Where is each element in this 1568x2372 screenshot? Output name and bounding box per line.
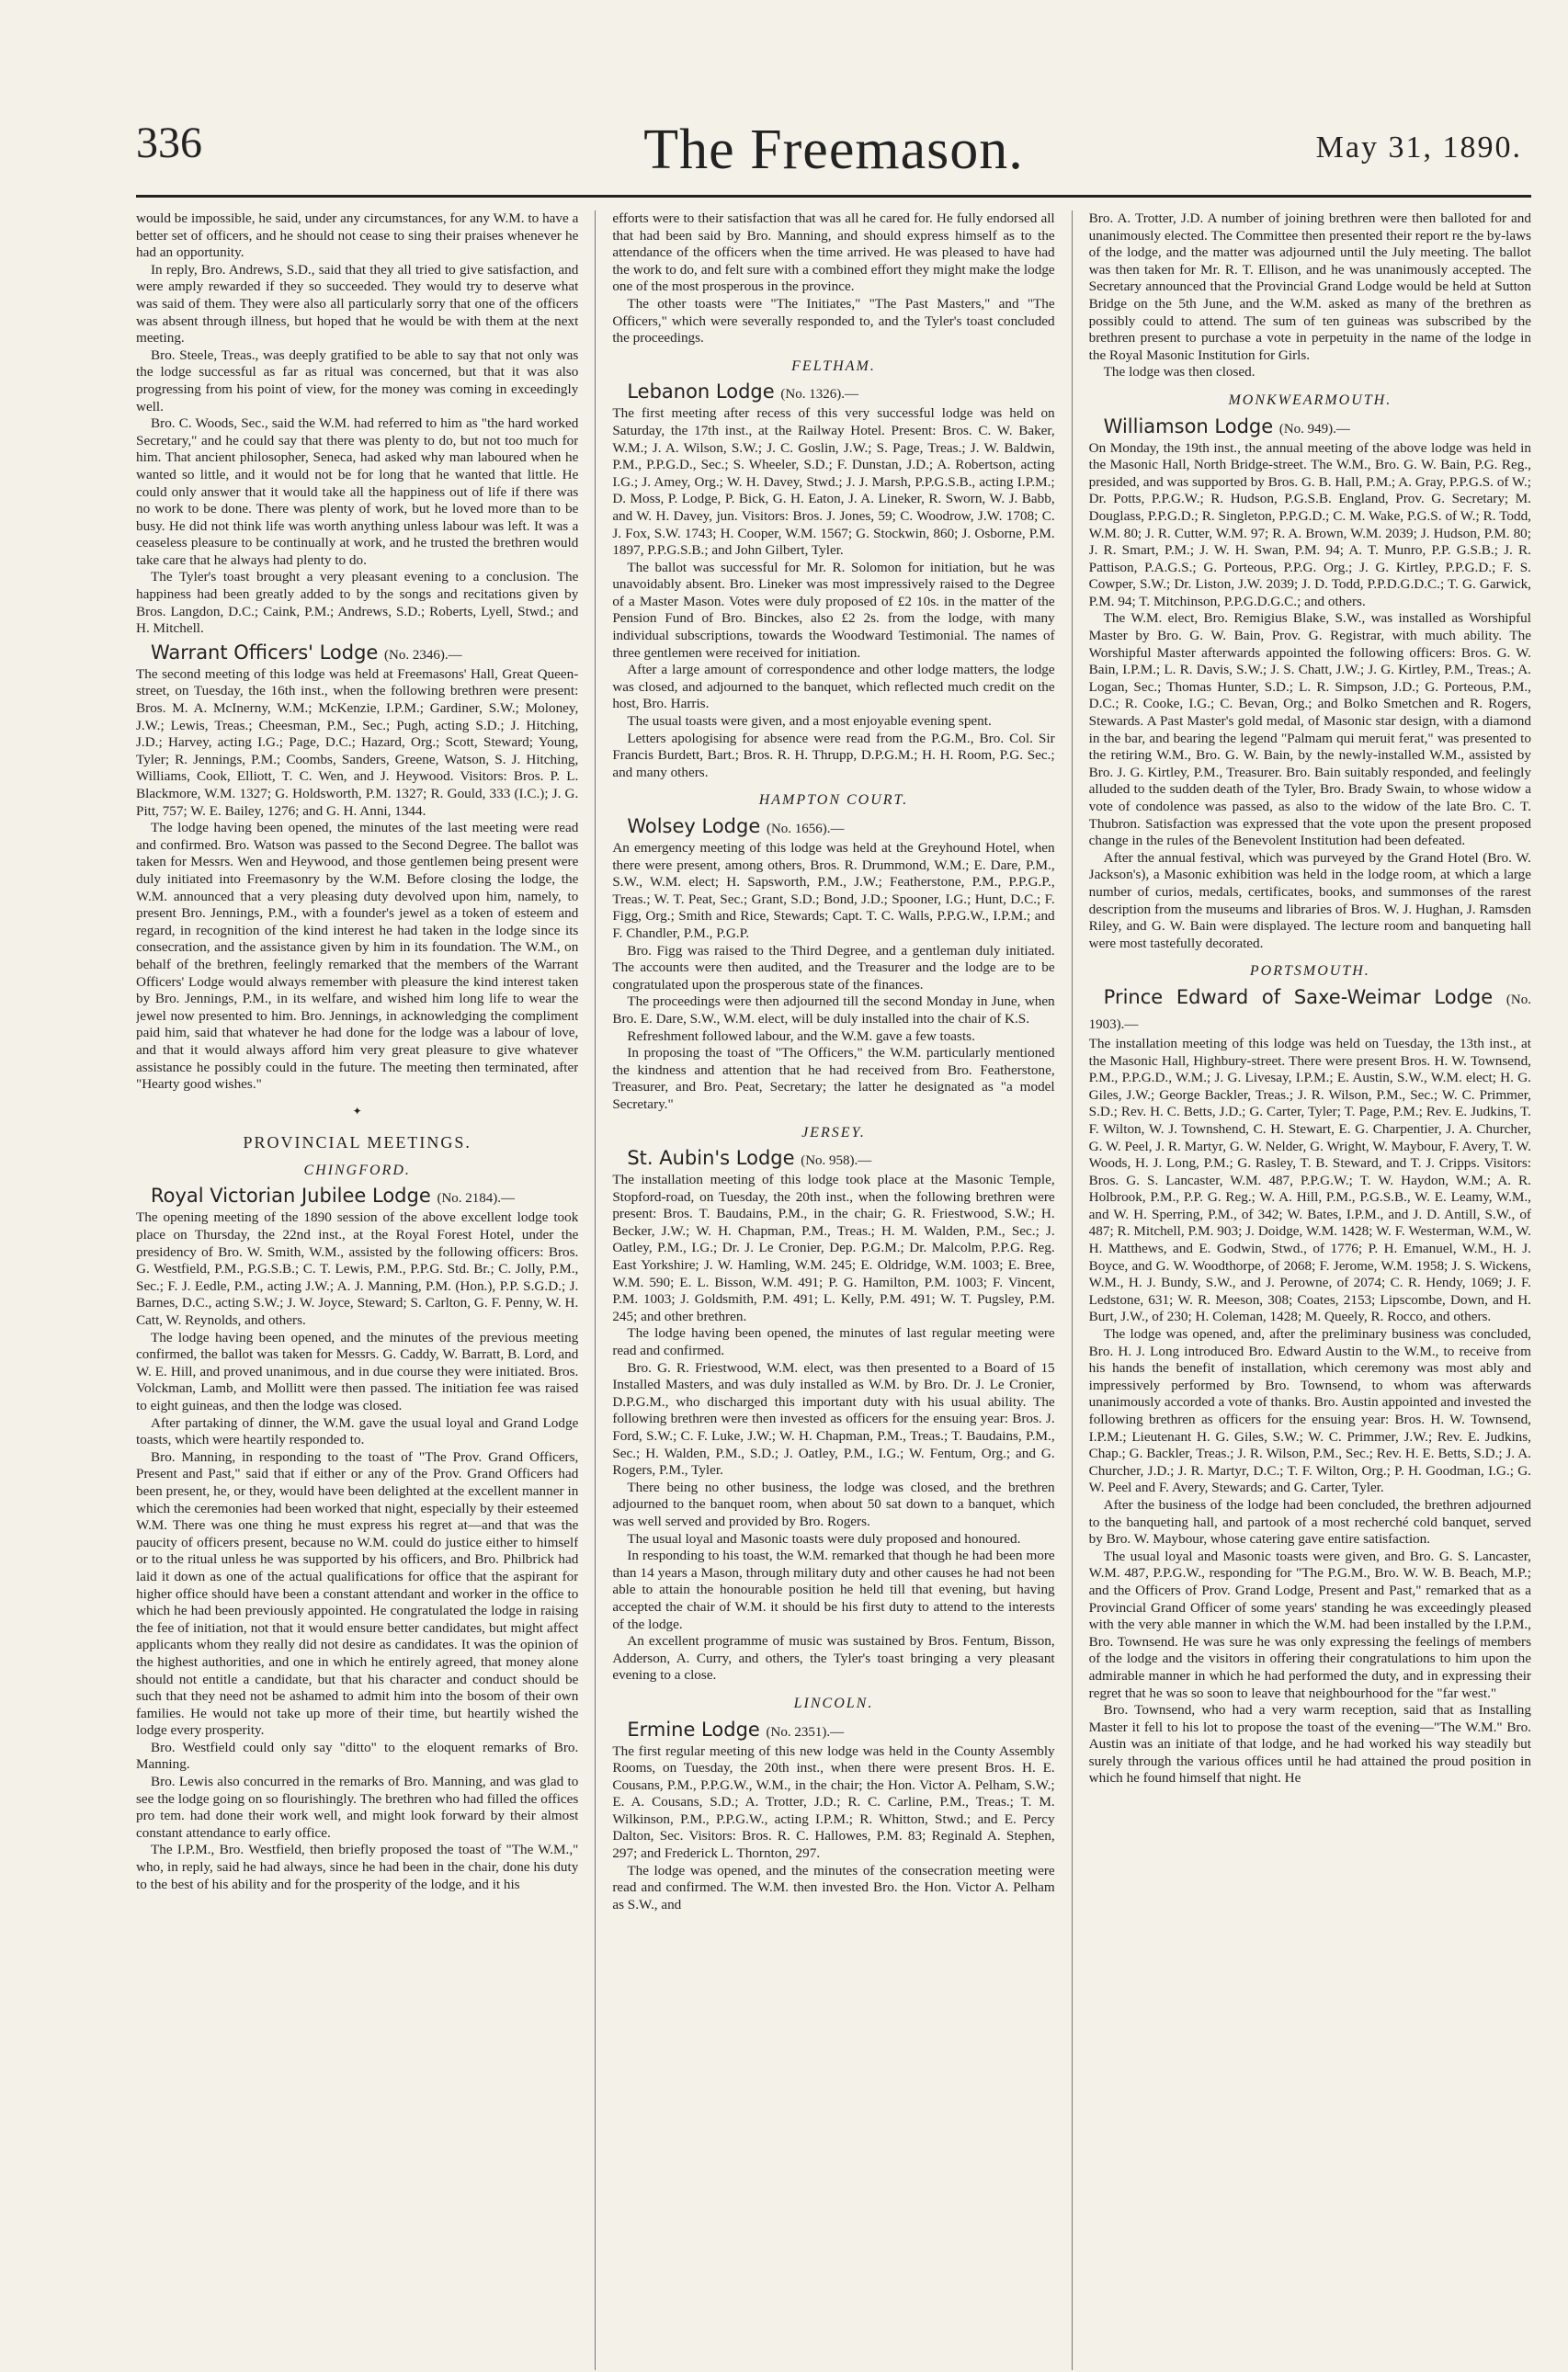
paragraph: The lodge having been opened, the minutes of the last meeting were read and confirmed. Bro. Watson was passed to the Second Degree. The ballot was taken for Messrs. Wen and Heywood, and those gentlemen being present were duly initiated into Freemasonry by the W.M. Before closing the lodge, the W.M. announced that a very pleasing duty devolved upon him, namely, to present Bro. Jennings, P.M., with a founder's jewel as a token of esteem and regard, in recognition of the kind interest he had taken in the lodge since its consecration, and the assistance given by him in its foundation. The W.M., on behalf of the brethren, feelingly remarked that the members of the Warrant Officers' Lodge would always remember with pleasure the kind interest taken by Bro. Jennings, P.M., in its welfare, and wished him long life to wear the jewel now presented to him. Bro. Jennings, in acknowledging the compliment paid him, said that whatever he had done for the lodge was a labour of love, and that it would always afford him very great pleasure to give whatever assistance he possibly could in the future. The meeting then terminated, after "Hearty good wishes." — [136, 820, 579, 1093]
paragraph: Bro. C. Woods, Sec., said the W.M. had referred to him as "the hard worked Secretary," and he could say that there was plenty to do, but not too much for him. That ancient philosopher, Seneca, had asked why man laboured when he wanted so little, and it would not be for long that he wanted that little. He could only answer that it would take all the happiness out of life if there was no work to be done. There was plenty of work, but he loved more than to be busy. He did not think life was worth anything unless labour was left. It was a ceaseless pleasure to be continually at work, and he trusted the brethren would take care that he always had plenty to do. — [136, 415, 579, 568]
column-3 — [1089, 210, 1531, 2370]
lodge-name: Lebanon Lodge — [627, 380, 775, 403]
paragraph: The lodge was then closed. — [1103, 364, 1256, 380]
column-divider — [595, 210, 596, 2370]
lodge-number: (No. 958).— — [801, 1153, 872, 1169]
columns — [136, 210, 1531, 2370]
paragraph: Letters apologising for absence were read from the P.G.M., Bro. Col. Sir Francis Burdett, Bart.; Bros. R. H. Thrupp, D.P.G.M.; H. H. Room, P.G. Sec.; and many others. — [612, 730, 1055, 780]
lodge-heading — [612, 380, 1054, 405]
paragraph: The opening meeting of the 1890 session of the above excellent lodge took place on Thursday, the 22nd inst., at the Royal Forest Hotel, under the presidency of Bro. W. Smith, W.M., assisted by the following officers: Bros. G. Westfield, P.M., P.G.S.B.; C. T. Lewis, P.M., P.P.G. Std. Br.; C. Jolly, P.M., Sec.; F. J. Eedle, P.M., acting J.W.; A. J. Manning, P.M. (Hon.), P.P. S.G.D.; J. Barnes, D.C., acting S.W.; J. W. Joyce, Steward; S. Carlton, G. F. Penny, W. H. Catt, W. Reynolds, and others. — [136, 1209, 579, 1329]
lodge-name: Ermine Lodge — [627, 1718, 760, 1741]
lodge-name: Prince Edward of Saxe-Weimar Lodge — [1103, 985, 1494, 1008]
paragraph: In responding to his toast, the W.M. remarked that though he had been more than 14 years a Mason, through military duty and other causes he had not been able to attain the honourable position he held till that evening, but having accepted the chair of W.M. it should be his first duty to attend to the interests of the lodge. — [612, 1548, 1055, 1632]
paragraph: Bro. Lewis also concurred in the remarks of Bro. Manning, and was glad to see the lodge going on so flourishingly. The brethren who had filled the offices pro tem. had done their work well, and might look forward by their almost constant attendance to early office. — [136, 1774, 579, 1841]
place-heading: HAMPTON COURT. — [758, 792, 909, 809]
masthead — [136, 118, 1531, 187]
lodge-number: (No. 2346).— — [384, 647, 462, 663]
paragraph: The lodge having been opened, the minutes of last regular meeting were read and confirmed. — [612, 1325, 1055, 1359]
paragraph: Bro. G. R. Friestwood, W.M. elect, was then presented to a Board of 15 Installed Masters, and was duly installed as W.M. by Bro. Dr. J. Le Cronier, D.P.G.M., who discharged this important duty with his usual ability. The following brethren were then invested as officers for the ensuing year: Bros. J. Ford, S.W.; C. F. Luke, J.W.; W. H. Chapman, P.M., Treas.; T. Baudains, P.M., Sec.; H. Walden, P.M., S.D.; J. Oatley, P.M., I.G.; W. Fentum, Org.; and G. Rogers, P.M., Tyler. — [612, 1359, 1055, 1479]
paragraph: After the business of the lodge had been concluded, the brethren adjourned to the banqueting hall, and partook of a most recherché cold banquet, served by Bro. W. Maybour, whose catering gave entire satisfaction. — [1088, 1496, 1531, 1548]
paragraph: The first regular meeting of this new lodge was held in the County Assembly Rooms, on Tuesday, the 20th inst., when there were present Bros. H. E. Cousans, P.M., P.P.G.W., W.M., in the chair; the Hon. Victor A. Pelham, S.W.; E. A. Cousans, S.D.; A. Trotter, J.D.; R. C. Carline, P.M., Treas.; T. M. Wilkinson, P.M., P.P.G.W., acting I.P.M.; R. Whitton, Stwd.; and E. Percy Dalton, Sec. Visitors: Bros. R. C. Hallowes, P.M. 83; Reginald A. Stephen, 297; and Frederick L. Thornton, 297. — [612, 1742, 1055, 1862]
paragraph: The lodge was opened, and, after the preliminary business was concluded, Bro. H. J. Long introduced Bro. Edward Austin to the W.M., to receive from his hands the benefit of installation, which ceremony was most ably and impressively performed by Bro. Townsend, to whom was afterwards unanimously accorded a vote of thanks. Bro. Austin appointed and invested the following brethren as officers for the ensuing year: Bros. H. W. Townsend, I.P.M.; Lieutenant H. G. Giles, S.W.; W. C. Primmer, J.W.; Rev. E. Judkins, Chap.; G. Backler, Treas.; J. R. Wilson, P.M., Sec.; Rev. H. E. Betts, S.D.; J. A. Churcher, J.D.; J. R. Martyr, D.C.; T. F. Wilton, Org.; P. H. Goodman, I.G.; G. W. Peel and F. Avery, Stewards; and G. Carter, Tyler. — [1088, 1326, 1531, 1496]
lodge-heading — [612, 1147, 1054, 1172]
lodge-name: St. Aubin's Lodge — [627, 1147, 795, 1170]
lodge-heading — [612, 1719, 1054, 1743]
lodge-heading — [136, 1185, 578, 1209]
paragraph: An excellent programme of music was sustained by Bros. Fentum, Bisson, Adderson, A. Curry, and others, the Tyler's toast bringing a very pleasant evening to a close. — [612, 1633, 1055, 1684]
column-divider — [1072, 210, 1073, 2370]
paragraph: The ballot was successful for Mr. R. Solomon for initiation, but he was unavoidably absent. Bro. Lineker was most impressively raised to the Degree of a Master Mason. Votes were duly proposed of £2 10s. in the matter of the Pension Fund of Bro. Binckes, also £2 2s. from the lodge, with many individual subscriptions, towards the Woodward Testimonial. The names of three gentlemen were received for initiation. — [612, 559, 1055, 661]
column-1 — [136, 210, 578, 2370]
paragraph: The lodge was opened, and the minutes of the consecration meeting were read and confirmed. The W.M. then invested Bro. the Hon. Victor A. Pelham as S.W., and — [612, 1862, 1055, 1912]
lodge-heading — [1089, 986, 1531, 1036]
place-heading: FELTHAM. — [791, 358, 876, 374]
paragraph: Bro. Figg was raised to the Third Degree, and a gentleman duly initiated. The accounts were then audited, and the Treasurer and the lodge are to be congratulated upon the prosperous state of the finances. — [612, 942, 1055, 993]
issue-date: May 31, 1890. — [1315, 131, 1522, 165]
paragraph: The installation meeting of this lodge was held on Tuesday, the 13th inst., at the Masonic Hall, Highbury-street. There were present Bros. H. W. Townsend, P.M., P.P.G.D., W.M.; J. G. Livesay, I.P.M.; E. Austin, S.W., W.M. elect; H. G. Giles, J.W.; George Backler, Treas.; J. R. Wilson, P.M., Sec.; W. C. Primmer, S.D.; Rev. H. C. Betts, J.D.; G. Carter, Tyler; T. Page, P.M.; Rev. E. Judkins, T. F. Wilton, W. J. Townshend, C. H. Stewart, E. G. Charpentier, J. A. Churcher, G. W. Peel, J. R. Martyr, G. W. Nelder, G. Wright, W. Maybour, F. Avery, T. W. Woods, H. J. Long, P.M.; G. Rasley, T. B. Steward, and T. J. Cripps. Visitors: Bros. G. S. Lancaster, W.M. 487, P.P.G.W.; T. W. Haydon, W.M.; A. R. Holbrook, P.M., P.P. G. Reg.; W. A. Hill, P.M., P.G.S.B., W. E. Leamy, W.M., and W. H. Sperring, P.M., of 342; W. Bates, I.P.M., and J. D. Antill, S.W., of 487; R. Mitchell, P.M. 903; J. Doidge, W.M. 1428; W. F. Westerman, W.M., W. H. Matthews, and E. Godwin, Stwd., of 1776; P. H. Emanuel, W.M., H. J. Boyce, and G. W. Woodthorpe, of 2068; F. Jerome, W.M. 1958; J. S. Wickens, W.M., H. J. Bundy, S.W., and J. Perowne, of 2074; C. R. Hendy, 1069; J. F. Ledstone, 631; W. R. Meeson, 308; Coates, 2153; Lipscombe, Down, and H. Burt, J.W., of 230; H. Coleman, 1428; M. Queely, R. Rocco, and others. — [1088, 1035, 1531, 1325]
lodge-heading — [1089, 415, 1531, 440]
paragraph: The usual toasts were given, and a most enjoyable evening spent. — [627, 713, 992, 730]
paragraph: Bro. Townsend, who had a very warm reception, said that as Installing Master it fell to his lot to propose the toast of the evening—"The W.M." Bro. Austin was an initiate of that lodge, and he had worked his way steadily but surely through the various offices until he had attained the proud position in which he found himself that night. He — [1088, 1702, 1531, 1787]
paragraph: The I.P.M., Bro. Westfield, then briefly proposed the toast of "The W.M.," who, in reply, said he had always, since he had been in the chair, done his duty to the best of his ability and for the prosperity of the lodge, and it his — [136, 1842, 579, 1892]
paragraph: Bro. Steele, Treas., was deeply gratified to be able to say that not only was the lodge successful as far as ritual was concerned, but that it was also progressing from his point of view, for the money was coming in exceedingly well. — [136, 346, 579, 414]
paragraph: After partaking of dinner, the W.M. gave the usual loyal and Grand Lodge toasts, which were heartily responded to. — [136, 1414, 579, 1448]
place-heading: MONKWEARMOUTH. — [1228, 392, 1392, 408]
paragraph: There being no other business, the lodge was closed, and the brethren adjourned to the banquet room, when about 50 sat down to a banquet, which was well served and provided by Bro. Rogers. — [612, 1479, 1055, 1529]
paragraph: Refreshment followed labour, and the W.M. gave a few toasts. — [627, 1027, 975, 1044]
paragraph: Bro. Manning, in responding to the toast of "The Prov. Grand Officers, Present and Past," said that if either or any of the Prov. Grand Officers had been present, he, or they, would have been delighted at the excellent manner in which the ceremonies had been worked that night, especially by their esteemed W.M. There was one thing he must express his regret at—and that was the paucity of officers present, because no W.M. could do justice either to himself or to the ritual unless he was supported by his officers, and Bro. Philbrick had laid it down as one of the actual qualifications for office that the aspirant for higher office should have been a constant attendant and worker in the office to which he had been previously appointed. He congratulated the lodge in raising the fee of initiation, not that it would ensure better candidates, but might affect applicants whom they really did not desire as candidates. It was the opinion of the highest authorities, and one in which he entirely agreed, that money alone should not entitle a candidate, but that his character and conduct should be such that they need not be ashamed to admit him into the bosom of their own families. He would not take up more of their time, but heartily wished the lodge every prosperity. — [136, 1448, 579, 1739]
paragraph: would be impossible, he said, under any circumstances, for any W.M. to have a better set of officers, and he should not cease to sing their praises whenever he had an opportunity. — [136, 210, 579, 261]
paragraph: In reply, Bro. Andrews, S.D., said that they all tried to give satisfaction, and were amply rewarded if they so succeeded. They would try to deserve what was said of them. They were also all particularly sorry that one of the officers was absent through illness, but hoped that he would be with them at the next meeting. — [136, 261, 579, 346]
paragraph: After a large amount of correspondence and other lodge matters, the lodge was closed, and adjourned to the banquet, which reflected much credit on the host, Bro. Harris. — [612, 662, 1055, 712]
lodge-number: (No. 1326).— — [780, 387, 858, 403]
paragraph: The usual loyal and Masonic toasts were duly proposed and honoured. — [627, 1530, 1021, 1547]
place-heading: LINCOLN. — [793, 1695, 874, 1711]
paragraph: The W.M. elect, Bro. Remigius Blake, S.W., was installed as Worshipful Master by Bro. G. W. Bain, Prov. G. Registrar, with much ability. The Worshipful Master afterwards appointed the following officers: Bros. G. W. Bain, I.P.M.; L. R. Davis, S.W.; J. S. Chatt, J.W.; J. G. Kirtley, P.M., Treas.; A. Logan, Sec.; Thomas Hunter, S.D.; L. R. Simpson, J.D.; G. Porteous, P.M., D.C.; R. Cooke, I.G.; C. Bevan, Org.; and Bolko Smetchen and R. Rogers, Stewards. A Past Master's gold medal, of Masonic star design, with a diamond in the bar, and bearing the legend "Palmam qui meruit ferat," was presented to the retiring W.M., Bro. G. W. Bain, by the newly-installed W.M., assisted by Bro. J. G. Kirtley, P.M., Treasurer. Bro. Bain suitably responded, and feelingly alluded to the sudden death of the Tyler, Bro. Brady Swain, to whose widow a vote of condolence was passed, as also to the widow of the late Bro. C. T. Thubron. Satisfaction was expressed that the vote upon the present proposed change in the rules of the Benevolent Institution had been defeated. — [1088, 610, 1531, 849]
lodge-name: Wolsey Lodge — [627, 815, 761, 837]
paragraph: In proposing the toast of "The Officers," the W.M. particularly mentioned the kindness and attention that he had received from Bro. Featherstone, Treasurer, and Bro. Peat, Secretary; the latter he designated as "a model Secretary." — [612, 1045, 1055, 1112]
paragraph: efforts were to their satisfaction that was all he cared for. He fully endorsed all that had been said by Bro. Manning, and should express himself as to the attendance of the officers when the time arrived. He was pleased to have had the work to do, and felt sure with a combined effort they might make the lodge one of the most prosperous in the province. — [612, 210, 1055, 295]
ornament-divider: ✦ — [352, 1104, 362, 1118]
paragraph: After the annual festival, which was purveyed by the Grand Hotel (Bro. W. Jackson's), a Masonic exhibition was held in the lodge room, at which a large number of curios, medals, certificates, books, and summonses of the rarest description from the museums and libraries of Bros. W. J. Hughan, J. Ramsden Riley, and G. W. Bain were displayed. The lecture room and banqueting hall were most tastefully decorated. — [1088, 849, 1531, 951]
paragraph: An emergency meeting of this lodge was held at the Greyhound Hotel, when there were present, among others, Bros. R. Drummond, W.M.; E. Dare, P.M., S.W., W.M. elect; H. Sapsworth, P.M., J.W.; Featherstone, P.M., P.P.G.P., Treas.; W. T. Peat, Sec.; Grant, S.D.; Bond, J.D.; Spooner, I.G.; Hunt, D.C.; F. Figg, Org.; Smith and Rice, Stewards; Capt. T. C. Walls, P.P.G.W., I.P.M.; and F. Chandler, P.M., P.G.P. — [612, 840, 1055, 941]
paragraph: The first meeting after recess of this very successful lodge was held on Saturday, the 17th inst., at the Railway Hotel. Present: Bros. C. W. Baker, W.M.; J. A. Wilson, S.W.; J. C. Goslin, J.W.; S. Page, Treas.; J. W. Baldwin, P.M., P.P.G.D., Sec.; S. Wheeler, S.D.; F. Dunstan, J.D.; A. Robertson, acting I.G.; J. Amey, Org.; W. H. Davey, Stwd.; J. J. Marsh, P.P.G.S.B., acting I.P.M.; D. Moss, P. Lodge, P. Bick, G. H. Eaton, J. A. Lineker, R. Sworn, W. J. Babb, and W. H. Davey, jun. Visitors: Bros. J. Jones, 59; C. Woodrow, J.W. 1708; C. J. Fox, S.W. 1743; H. Cooper, W.M. 1567; G. Stockwin, 860; J. Osborne, P.M. 1897, P.P.G.S.B.; and John Gilbert, Tyler. — [612, 405, 1055, 559]
lodge-number: (No. 2184).— — [437, 1191, 516, 1207]
paragraph: The other toasts were "The Initiates," "The Past Masters," and "The Officers," which were severally responded to, and the Tyler's toast concluded the proceedings. — [612, 295, 1055, 346]
lodge-heading — [612, 815, 1054, 840]
lodge-number: (No. 949).— — [1278, 421, 1350, 437]
lodge-heading — [136, 641, 578, 666]
newspaper-title: The Freemason. — [643, 119, 1024, 181]
lodge-number: (No. 1656).— — [766, 822, 845, 836]
paragraph: The lodge having been opened, and the minutes of the previous meeting confirmed, the ballot was taken for Messrs. G. Caddy, W. Barratt, B. Lord, and W. E. Hill, and proved unanimous, and in due course they were initiated. Bros. Volckman, Lamb, and Mollitt were then passed. The initiation fee was raised to eight guineas, and then the lodge was closed. — [136, 1329, 579, 1413]
paragraph: The second meeting of this lodge was held at Freemasons' Hall, Great Queen-street, on Tuesday, the 16th inst., when the following brethren were present: Bros. M. A. McInerny, W.M.; McKenzie, I.P.M.; Gardiner, S.W.; Moloney, J.W.; Lewis, Treas.; Cheesman, P.M., Sec.; Pugh, acting S.D.; J. Hitching, J.D.; Harvey, acting I.G.; Page, D.C.; Hazard, Org.; Scott, Steward; Young, Tyler; R. Jennings, P.M.; Coombs, Sanders, Greene, Watson, S. J. Hitching, Williams, Cook, Elliott, T. C. Wen, and J. Heywood. Visitors: Bros. P. L. Blackmore, W.M. 1327; G. Holdsworth, P.M. 1327; R. Gould, 333 (I.C.); J. G. Pitt, 757; W. E. Bailey, 1276; and G. H. Anni, 1344. — [136, 665, 579, 819]
paragraph: The Tyler's toast brought a very pleasant evening to a conclusion. The happiness had been greatly added to by the songs and recitations given by Bros. Langdon, D.C.; Caink, P.M.; Andrews, S.D.; Roberts, Lyell, Stwd.; and H. Mitchell. — [136, 569, 579, 637]
lodge-name: Warrant Officers' Lodge — [151, 641, 379, 664]
masthead-rule — [136, 195, 1531, 198]
section-heading: PROVINCIAL MEETINGS. — [243, 1133, 472, 1152]
lodge-number: (No. 2351).— — [766, 1724, 845, 1740]
lodge-name: Williamson Lodge — [1103, 414, 1274, 437]
place-heading: CHINGFORD. — [303, 1162, 411, 1178]
place-heading: JERSEY. — [801, 1124, 866, 1141]
lodge-number: (No. 1903).— — [1088, 992, 1531, 1032]
column-2 — [612, 210, 1054, 2370]
paragraph: The proceedings were then adjourned till the second Monday in June, when Bro. E. Dare, S.W., W.M. elect, will be duly installed into the chair of K.S. — [612, 993, 1055, 1027]
paragraph: Bro. A. Trotter, J.D. A number of joining brethren were then balloted for and unanimously elected. The Committee then presented their report re the by-laws of the lodge, and the matter was adjourned until the July meeting. The ballot was then taken for Mr. R. T. Ellison, and he was unanimously accepted. The Secretary announced that the Provincial Grand Lodge would be held at Sutton Bridge on the 5th June, and the W.M. asked as many of the brethren as possibly could to attend. The sum of ten guineas was subscribed by the brethren present to purchase a vote in perpetuity in the name of the lodge in the Royal Masonic Institution for Girls. — [1088, 210, 1531, 363]
paragraph: The installation meeting of this lodge took place at the Masonic Temple, Stopford-road, on Tuesday, the 20th inst., when the following brethren were present: Bros. T. Baudains, P.M., in the chair; G. R. Friestwood, S.W.; H. Becker, J.W.; W. H. Chapman, P.M., Treas.; H. M. Walden, P.M., Sec.; J. Oatley, P.M., I.G.; Dr. J. Le Cronier, Dep. P.G.M.; Dr. Malcolm, P.P.G. Reg. East Yorkshire; J. W. Hamling, W.M. 245; E. Oldridge, W.M. 1003; E. Bree, W.M. 590; E. L. Bisson, W.M. 491; P. G. Hamilton, P.M. 1003; F. Vincent, P.M. 1003; J. Goldsmith, P.M. 491; L. Kelly, P.M. 491; W. T. Pugsley, P.M. 245; and other brethren. — [612, 1172, 1055, 1324]
paragraph: On Monday, the 19th inst., the annual meeting of the above lodge was held in the Masonic Hall, North Bridge-street. The W.M., Bro. G. W. Bain, P.G. Reg., presided, and was supported by Bros. G. B. Hall, P.M.; A. Gray, P.P.G.S. of W.; Dr. Potts, P.P.G.W.; R. Hudson, P.G.S.B. England, Prov. G. Secretary; M. Douglass, P.P.G.D.; R. Singleton, P.P.G.D.; C. M. Wake, P.G.S. of W.; R. Todd, W.M. 80; J. R. Cutter, W.M. 97; R. A. Brown, W.M. 2039; J. Hudson, P.M. 80; J. R. Smart, P.M.; J. W. H. Swan, P.M. 94; A. T. Munro, P.P. G.S.B.; J. R. Pattison, P.A.G.S.; G. Porteous, P.P.G. Org.; J. G. Kirtley, P.P.G.D.; F. S. Cowper, S.W.; Dr. Liston, J.W. 2039; J. D. Todd, P.P.D.G.D.C.; T. G. Garwick, P.M. 94; T. Mitchinson, P.P.G.D.G.C.; and others. — [1088, 439, 1531, 609]
page-number: 336 — [136, 119, 202, 167]
lodge-name: Royal Victorian Jubilee Lodge — [151, 1185, 431, 1208]
paragraph: The usual loyal and Masonic toasts were given, and Bro. G. S. Lancaster, W.M. 487, P.P.G.W., responding for "The P.G.M., Bro. W. W. B. Beach, M.P.; and the Officers of Prov. Grand Lodge, Present and Past," remarked that as a Provincial Grand Officer of some years' standing he was exceedingly pleased with the very able manner in which the W.M. had been installed by the I.P.M., Bro. Townsend. He was sure he was only expressing the feelings of members of the lodge and the visitors in offering their congratulations to him upon the admirable manner in which he had performed the duty, and in expressing their regret that he was so soon to leave that neighbourhood for the "far west." — [1088, 1548, 1531, 1701]
paragraph: Bro. Westfield could only say "ditto" to the eloquent remarks of Bro. Manning. — [136, 1739, 579, 1773]
place-heading: PORTSMOUTH. — [1249, 963, 1370, 980]
